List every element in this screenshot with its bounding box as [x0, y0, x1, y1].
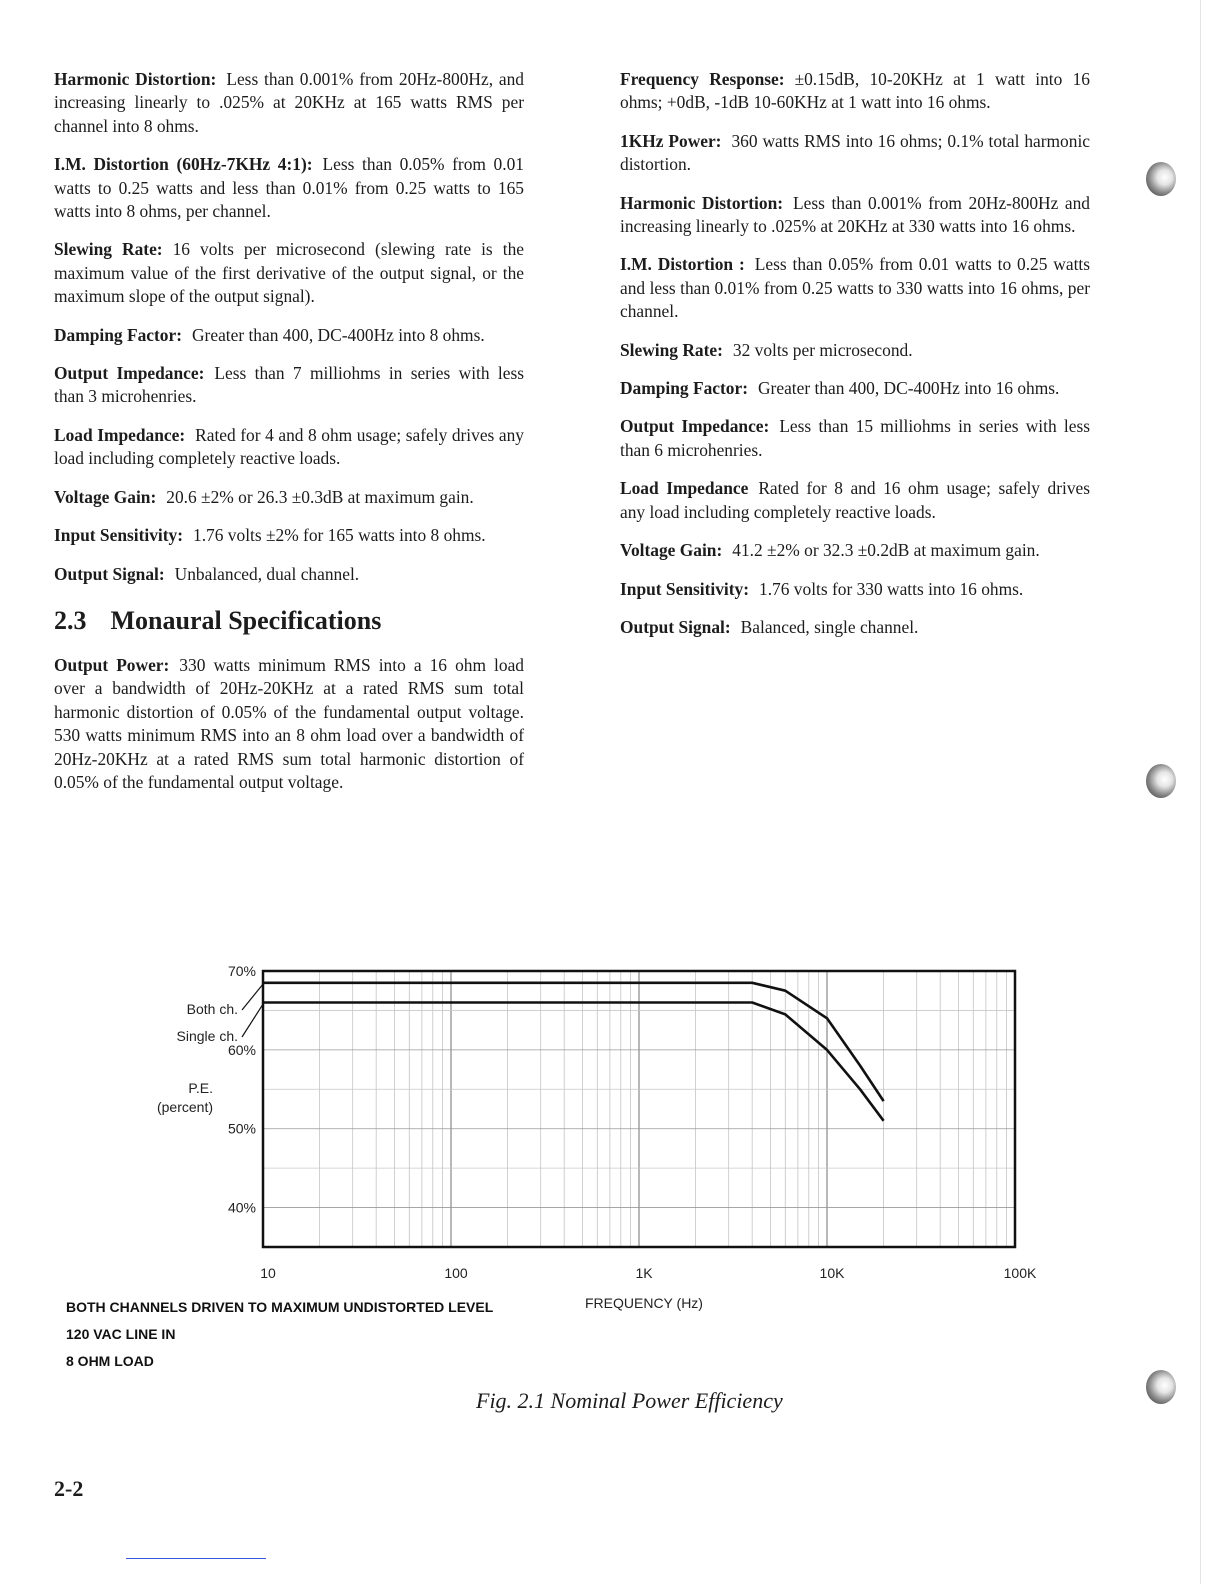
spec-item: [54, 486, 524, 509]
y-tick-label: 70%: [227, 963, 256, 979]
spec-label: I.M. Distortion (60Hz-7KHz 4:1):: [54, 154, 313, 175]
spec-text: Less than 0.001% from 20Hz-800Hz and increasing linearly to .025% at 20KHz at 330 watts into 16 ohms.: [620, 192, 1090, 237]
spec-text: Less than 0.001% from 20Hz-800Hz, and increasing linearly to .025% at 20KHz at 165 watts RMS per channel into 8 ohms.: [54, 69, 524, 136]
spec-text: Greater than 400, DC-400Hz into 8 ohms.: [192, 324, 485, 345]
spec-item: [620, 415, 1090, 462]
x-tick-label: 10K: [819, 1265, 845, 1281]
section-heading: [54, 606, 524, 636]
spec-label: Harmonic Distortion:: [620, 192, 784, 213]
y-tick-label: 50%: [227, 1120, 256, 1137]
spec-item: [54, 654, 524, 794]
binder-hole: [1146, 764, 1176, 798]
spec-label: Output Signal:: [54, 563, 165, 584]
spec-text: 330 watts minimum RMS into a 16 ohm load over a bandwidth of 20Hz-20KHz at a rated RMS sum total harmonic distortion of 0.05% of the fundamental output voltage. 530 watts minimum RMS into an 8 ohm load over a bandwidth of 20Hz-20KHz at a rated RMS sum total harmonic distortion of 0.05% of the fundamental output voltage.: [54, 654, 524, 792]
spec-text: Less than 7 milliohms in series with less than 3 microhenries.: [54, 363, 524, 407]
chart-grid: [263, 971, 1015, 1247]
x-axis-label: FREQUENCY (Hz): [585, 1295, 703, 1311]
spec-text: 20.6 ±2% or 26.3 ±0.3dB at maximum gain.: [166, 486, 474, 507]
series-leader-line: [242, 1003, 264, 1037]
spec-label: Load Impedance: [620, 478, 749, 499]
spec-item: [54, 238, 524, 308]
right-column: [620, 68, 1090, 654]
chart-note: BOTH CHANNELS DRIVEN TO MAXIMUM UNDISTORTED LEVEL: [66, 1299, 494, 1315]
left-column: [54, 68, 524, 809]
spec-label: Slewing Rate:: [54, 239, 163, 260]
spec-item: [54, 153, 524, 223]
x-tick-label: 10: [260, 1265, 276, 1281]
spec-text: Greater than 400, DC-400Hz into 16 ohms.: [758, 378, 1060, 399]
chart-note: 120 VAC LINE IN: [66, 1326, 176, 1342]
series-line-single-channel: [263, 1003, 884, 1121]
figure-caption: Fig. 2.1 Nominal Power Efficiency: [476, 1388, 783, 1413]
spec-label: Input Sensitivity:: [54, 525, 184, 546]
spec-label: Input Sensitivity:: [620, 578, 750, 599]
series-leader-line: [242, 983, 264, 1010]
spec-text: 1.76 volts for 330 watts into 16 ohms.: [759, 578, 1024, 599]
spec-item: [620, 68, 1090, 115]
spec-item: [54, 524, 524, 547]
spec-text: Less than 0.05% from 0.01 watts to 0.25 watts and less than 0.01% from 0.25 watts to 165 watts into 8 ohms, per channel.: [54, 154, 524, 222]
spec-label: Voltage Gain:: [54, 486, 157, 507]
spec-item: [620, 477, 1090, 524]
decorative-line: [126, 1558, 266, 1559]
spec-item: [54, 68, 524, 138]
spec-label: 1KHz Power:: [620, 130, 722, 151]
spec-text: 32 volts per microsecond.: [732, 339, 913, 360]
binder-hole: [1146, 162, 1176, 196]
spec-label: Damping Factor:: [54, 324, 182, 345]
spec-label: I.M. Distortion :: [620, 254, 745, 275]
spec-item: [54, 362, 524, 409]
x-tick-label: 100K: [1003, 1265, 1037, 1281]
y-axis-label: P.E.: [188, 1080, 213, 1096]
spec-label: Damping Factor:: [620, 378, 748, 399]
spec-item: [54, 324, 524, 347]
section-title: Monaural Specifications: [110, 605, 382, 635]
spec-label: Load Impedance:: [54, 424, 186, 445]
spec-label: Output Signal:: [620, 616, 731, 637]
series-line-both-channels: [263, 983, 884, 1101]
spec-label: Harmonic Distortion:: [54, 69, 217, 89]
section-number: 2.3: [54, 605, 87, 635]
spec-label: Slewing Rate:: [620, 339, 723, 360]
binder-hole: [1146, 1370, 1176, 1404]
spec-text: 360 watts RMS into 16 ohms; 0.1% total harmonic distortion.: [620, 130, 1090, 175]
y-tick-label: 60%: [227, 1041, 256, 1058]
spec-label: Output Impedance:: [54, 363, 205, 384]
spec-item: [54, 424, 524, 471]
spec-item: [620, 377, 1090, 400]
spec-item: [620, 130, 1090, 177]
efficiency-chart: [0, 950, 1224, 1390]
x-tick-label: 100: [444, 1265, 468, 1281]
spec-text: Rated for 4 and 8 ohm usage; safely drives any load including completely reactive loads.: [54, 424, 524, 469]
spec-text: Balanced, single channel.: [740, 616, 919, 637]
y-axis-sublabel: (percent): [156, 1099, 213, 1115]
spec-text: Rated for 8 and 16 ohm usage; safely drives any load including completely reactive loads.: [620, 478, 1091, 522]
spec-item: [620, 578, 1090, 601]
spec-item: [620, 339, 1090, 362]
spec-text: 1.76 volts ±2% for 165 watts into 8 ohms.: [193, 525, 486, 546]
spec-text: 41.2 ±2% or 32.3 ±0.2dB at maximum gain.: [732, 540, 1040, 561]
x-tick-label: 1K: [635, 1265, 653, 1281]
spec-label: Frequency Response:: [620, 69, 785, 89]
series-label: Single ch.: [176, 1028, 238, 1044]
spec-text: ±0.15dB, 10-20KHz at 1 watt into 16 ohms; +0dB, -1dB 10-60KHz at 1 watt into 16 ohms.: [620, 69, 1091, 113]
spec-label: Output Impedance:: [620, 416, 770, 437]
series-label: Both ch.: [186, 1001, 238, 1017]
spec-item: [620, 539, 1090, 562]
spec-item: [620, 192, 1090, 239]
spec-text: Less than 15 milliohms in series with less than 6 microhenries.: [620, 416, 1091, 460]
spec-item: [620, 616, 1090, 639]
spec-label: Voltage Gain:: [620, 540, 723, 561]
chart-note: 8 OHM LOAD: [66, 1353, 154, 1369]
spec-item: [620, 253, 1090, 323]
page-number: 2-2: [54, 1476, 84, 1501]
y-tick-label: 40%: [227, 1199, 256, 1216]
spec-text: 16 volts per microsecond (slewing rate is the maximum value of the first derivative of the output signal, or the maximum slope of the output signal).: [54, 239, 524, 307]
spec-text: Unbalanced, dual channel.: [174, 563, 360, 584]
spec-text: Less than 0.05% from 0.01 watts to 0.25 watts and less than 0.01% from 0.25 watts to 330 watts into 16 ohms, per channel.: [620, 254, 1090, 322]
spec-label: Output Power:: [54, 654, 170, 675]
spec-item: [54, 563, 524, 586]
